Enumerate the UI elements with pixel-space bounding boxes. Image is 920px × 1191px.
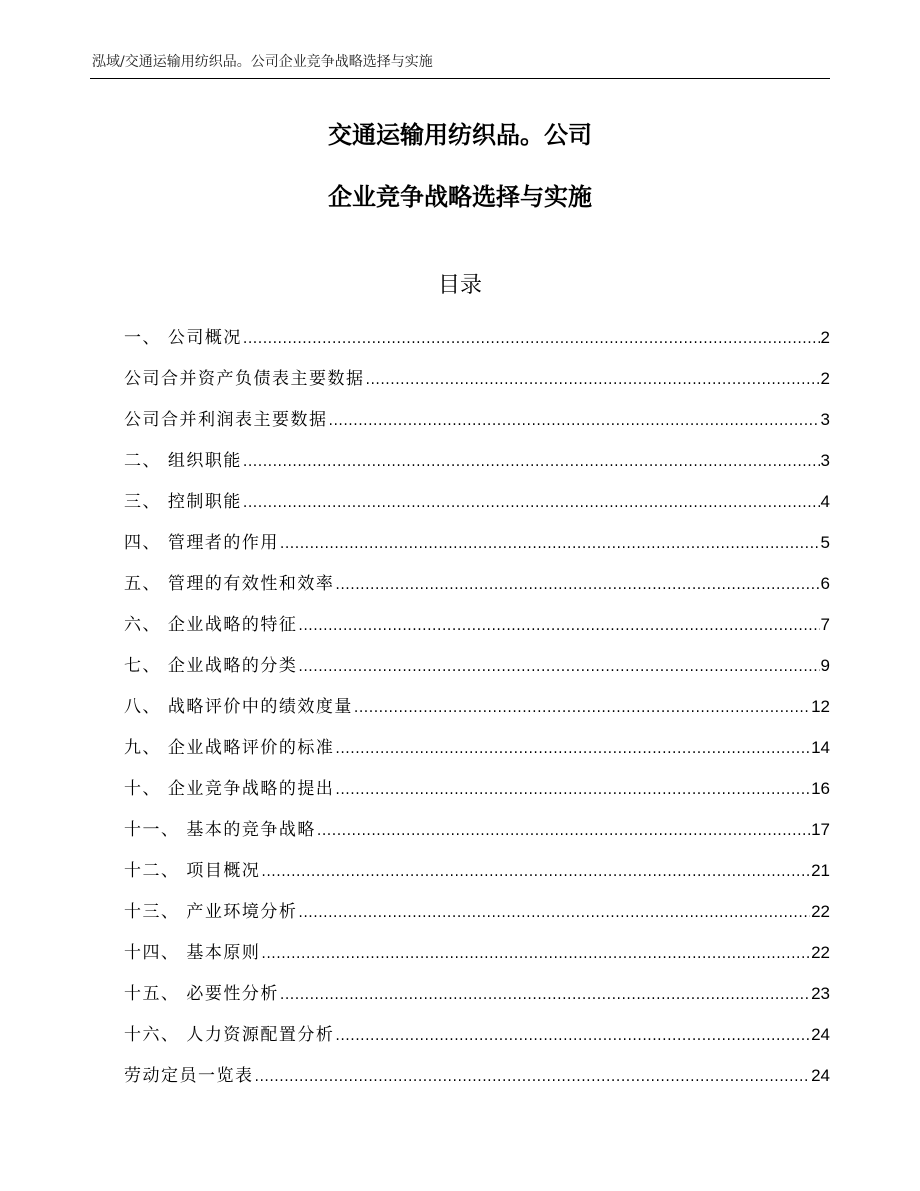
toc-page-number: 17 [811, 820, 830, 839]
toc-entry[interactable] [124, 1058, 830, 1099]
toc-entry-text: 十六、 人力资源配置分析 [124, 1025, 335, 1045]
toc-entry-text: 五、 管理的有效性和效率 [124, 574, 335, 594]
toc-entry-text: 二、 组织职能 [124, 451, 242, 471]
toc-page-number: 6 [820, 574, 830, 593]
toc-entry[interactable] [124, 484, 830, 525]
toc-page-number: 22 [811, 902, 830, 921]
toc-page-number: 23 [811, 984, 830, 1003]
toc-page-number: 3 [820, 410, 830, 429]
toc-dot-leader [335, 567, 819, 603]
toc-page-number: 5 [820, 533, 830, 552]
toc-page-number: 14 [811, 738, 830, 757]
running-header: 泓域/交通运输用纺织品。公司企业竞争战略选择与实施 [92, 54, 433, 70]
toc-entry[interactable] [124, 402, 830, 443]
toc-entry[interactable] [124, 935, 830, 976]
toc-dot-leader [243, 485, 820, 521]
toc-dot-leader [329, 403, 820, 439]
toc-dot-leader [354, 690, 810, 726]
toc-entry-text: 十一、 基本的竞争战略 [124, 820, 316, 840]
toc-page-number: 24 [811, 1025, 830, 1044]
toc-entry-text: 十二、 项目概况 [124, 861, 261, 881]
toc-dot-leader [261, 936, 810, 972]
toc-entry[interactable] [124, 894, 830, 935]
toc-dot-leader [280, 526, 820, 562]
toc-entry[interactable] [124, 1017, 830, 1058]
toc-entry-text: 十四、 基本原则 [124, 943, 261, 963]
toc-page-number: 2 [820, 369, 830, 388]
toc-dot-leader [280, 977, 810, 1013]
toc-page-number: 21 [811, 861, 830, 880]
toc-entry-text: 公司合并利润表主要数据 [124, 410, 328, 430]
toc-dot-leader [366, 362, 820, 398]
toc-page-number: 2 [820, 328, 830, 347]
toc-entry-text: 劳动定员一览表 [124, 1066, 254, 1086]
toc-entry-text: 公司合并资产负债表主要数据 [124, 369, 365, 389]
toc-entry[interactable] [124, 361, 830, 402]
toc-dot-leader [335, 731, 810, 767]
toc-entry[interactable] [124, 320, 830, 361]
table-of-contents [124, 320, 830, 1099]
toc-page-number: 7 [820, 615, 830, 634]
header-rule [90, 78, 830, 79]
toc-page-number: 12 [811, 697, 830, 716]
toc-entry-text: 四、 管理者的作用 [124, 533, 279, 553]
toc-entry[interactable] [124, 607, 830, 648]
toc-dot-leader [261, 854, 810, 890]
toc-entry-text: 十五、 必要性分析 [124, 984, 279, 1004]
toc-dot-leader [298, 608, 819, 644]
toc-entry-text: 一、 公司概况 [124, 328, 242, 348]
toc-page-number: 22 [811, 943, 830, 962]
toc-entry[interactable] [124, 976, 830, 1017]
toc-page-number: 4 [820, 492, 830, 511]
toc-page-number: 16 [811, 779, 830, 798]
toc-dot-leader [243, 321, 820, 357]
toc-page-number: 24 [811, 1066, 830, 1085]
toc-entry[interactable] [124, 443, 830, 484]
toc-entry[interactable] [124, 525, 830, 566]
toc-dot-leader [335, 772, 810, 808]
toc-entry-text: 十、 企业竞争战略的提出 [124, 779, 335, 799]
toc-dot-leader [255, 1059, 811, 1095]
toc-entry[interactable] [124, 689, 830, 730]
toc-entry-text: 六、 企业战略的特征 [124, 615, 298, 635]
toc-entry[interactable] [124, 853, 830, 894]
toc-page-number: 3 [820, 451, 830, 470]
toc-dot-leader [317, 813, 810, 849]
toc-page-number: 9 [820, 656, 830, 675]
toc-entry[interactable] [124, 812, 830, 853]
toc-entry[interactable] [124, 730, 830, 771]
toc-entry-text: 八、 战略评价中的绩效度量 [124, 697, 353, 717]
toc-entry-text: 十三、 产业环境分析 [124, 902, 298, 922]
document-title-line-2: 企业竞争战略选择与实施 [328, 183, 592, 211]
document-title-line-1: 交通运输用纺织品。公司 [328, 121, 592, 149]
toc-dot-leader [335, 1018, 810, 1054]
toc-entry-text: 七、 企业战略的分类 [124, 656, 298, 676]
toc-entry[interactable] [124, 566, 830, 607]
toc-dot-leader [298, 649, 819, 685]
toc-entry[interactable] [124, 648, 830, 689]
toc-dot-leader [298, 895, 810, 931]
toc-entry[interactable] [124, 771, 830, 812]
toc-entry-text: 三、 控制职能 [124, 492, 242, 512]
toc-heading: 目录 [437, 273, 482, 298]
toc-dot-leader [243, 444, 820, 480]
toc-entry-text: 九、 企业战略评价的标准 [124, 738, 335, 758]
